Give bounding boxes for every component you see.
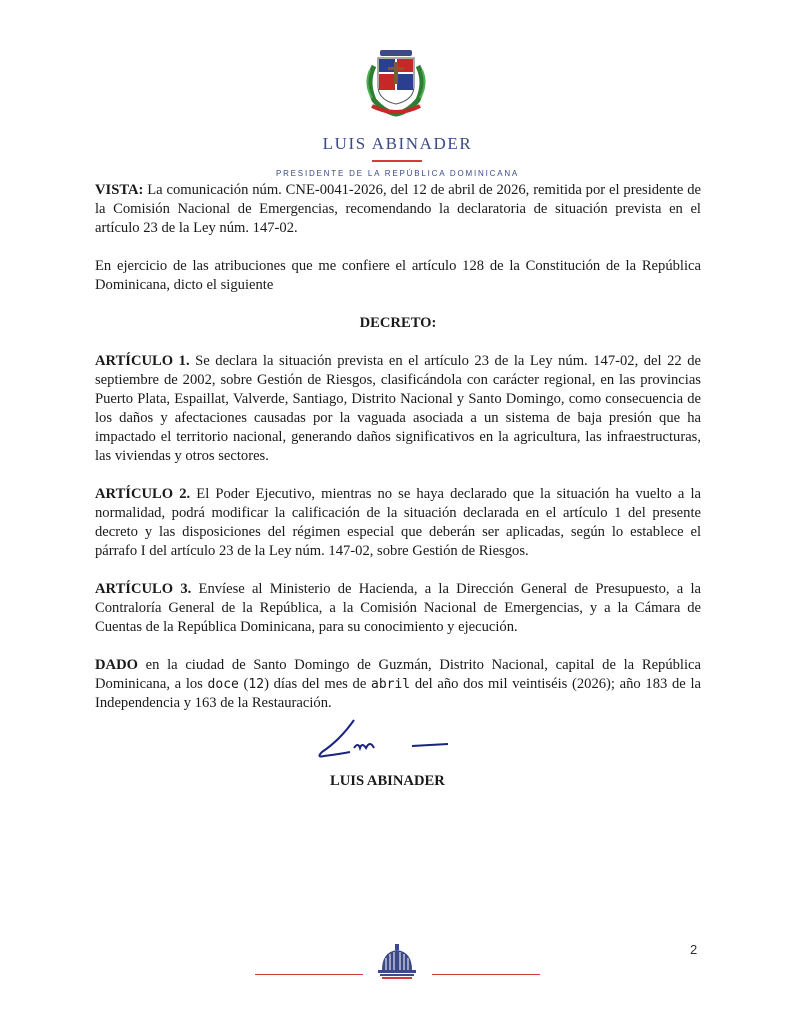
dado-text-1: en la ciudad de Santo Domingo de Guzmán, Distrito Nacional, capital de la República Dominicana, a los xyxy=(95,657,701,692)
dado-day-open: ( xyxy=(243,676,249,692)
article-1-paragraph xyxy=(95,352,701,466)
article-2-text: El Poder Ejecutivo, mientras no se haya declarado que la situación ha vuelto a la normalidad, podrá modificar la calificación de la situación declarada en el artículo 1 del presente decreto y las disposiciones del régimen especial que deberán ser aplicadas, según lo establece el párrafo I del artículo 23 de la Ley núm. 147-02, sobre Gestión de Riesgos. xyxy=(95,486,701,559)
page-number: 2 xyxy=(690,942,698,957)
dado-text-3: del año dos mil veintiséis (2026); año 183 de la Independencia y 163 de la Restauración. xyxy=(95,676,701,711)
dado-day-number: 12 xyxy=(248,677,265,692)
vista-paragraph xyxy=(95,181,701,238)
header-subtitle: PRESIDENTE DE LA REPÚBLICA DOMINICANA xyxy=(275,169,520,178)
article-3-paragraph xyxy=(95,580,701,637)
footer-rule-left xyxy=(255,974,363,975)
vista-label: VISTA: xyxy=(95,182,144,198)
article-1-label: ARTÍCULO 1. xyxy=(95,353,190,369)
footer-rule-right xyxy=(432,974,540,975)
header-name: LUIS ABINADER xyxy=(322,134,473,153)
article-2-label: ARTÍCULO 2. xyxy=(95,486,191,502)
signature-name: LUIS ABINADER xyxy=(330,773,445,789)
coat-of-arms-emblem xyxy=(360,48,432,118)
dado-day-close: ) xyxy=(264,676,269,692)
national-palace-dome-icon xyxy=(374,944,420,980)
decreto-title: DECRETO: xyxy=(359,315,437,331)
document-body xyxy=(95,181,701,713)
dado-month: abril xyxy=(371,677,411,692)
dado-label: DADO xyxy=(95,657,138,673)
header-divider xyxy=(372,160,422,162)
dado-paragraph xyxy=(95,656,701,713)
ejercicio-paragraph: En ejercicio de las atribuciones que me confiere el artículo 128 de la Constitución de la República Dominicana, dicto el siguiente xyxy=(95,258,701,293)
article-2-paragraph xyxy=(95,485,701,561)
article-3-label: ARTÍCULO 3. xyxy=(95,581,192,597)
dado-text-2: días del mes de xyxy=(268,676,371,692)
vista-text: La comunicación núm. CNE-0041-2026, del 12 de abril de 2026, remitida por el presidente de la Comisión Nacional de Emergencias, recomendando la declaratoria de situación prevista en el artículo 23 de la Ley núm. 147-02. xyxy=(95,182,701,236)
dado-day-word: doce xyxy=(207,677,239,692)
article-3-text: Envíese al Ministerio de Hacienda, a la Dirección General de Presupuesto, a la Contraloría General de la República, a la Comisión Nacional de Emergencias, y a la Cámara de Cuentas de la República Dominicana, para su conocimiento y ejecución. xyxy=(95,581,701,635)
article-1-text: Se declara la situación prevista en el artículo 23 de la Ley núm. 147-02, del 22 de septiembre de 2002, sobre Gestión de Riesgos, clasificándola con carácter regional, en las provincias Puerto Plata, Espaillat, Valverde, Santiago, Distrito Nacional y Santo Domingo, como consecuencia de los daños y afectaciones causadas por la vaguada asociada a un sistema de baja presión que ha impactado el territorio nacional, generando daños significativos en la agricultura, las infraestructuras, las viviendas y otros sectores. xyxy=(95,353,701,464)
